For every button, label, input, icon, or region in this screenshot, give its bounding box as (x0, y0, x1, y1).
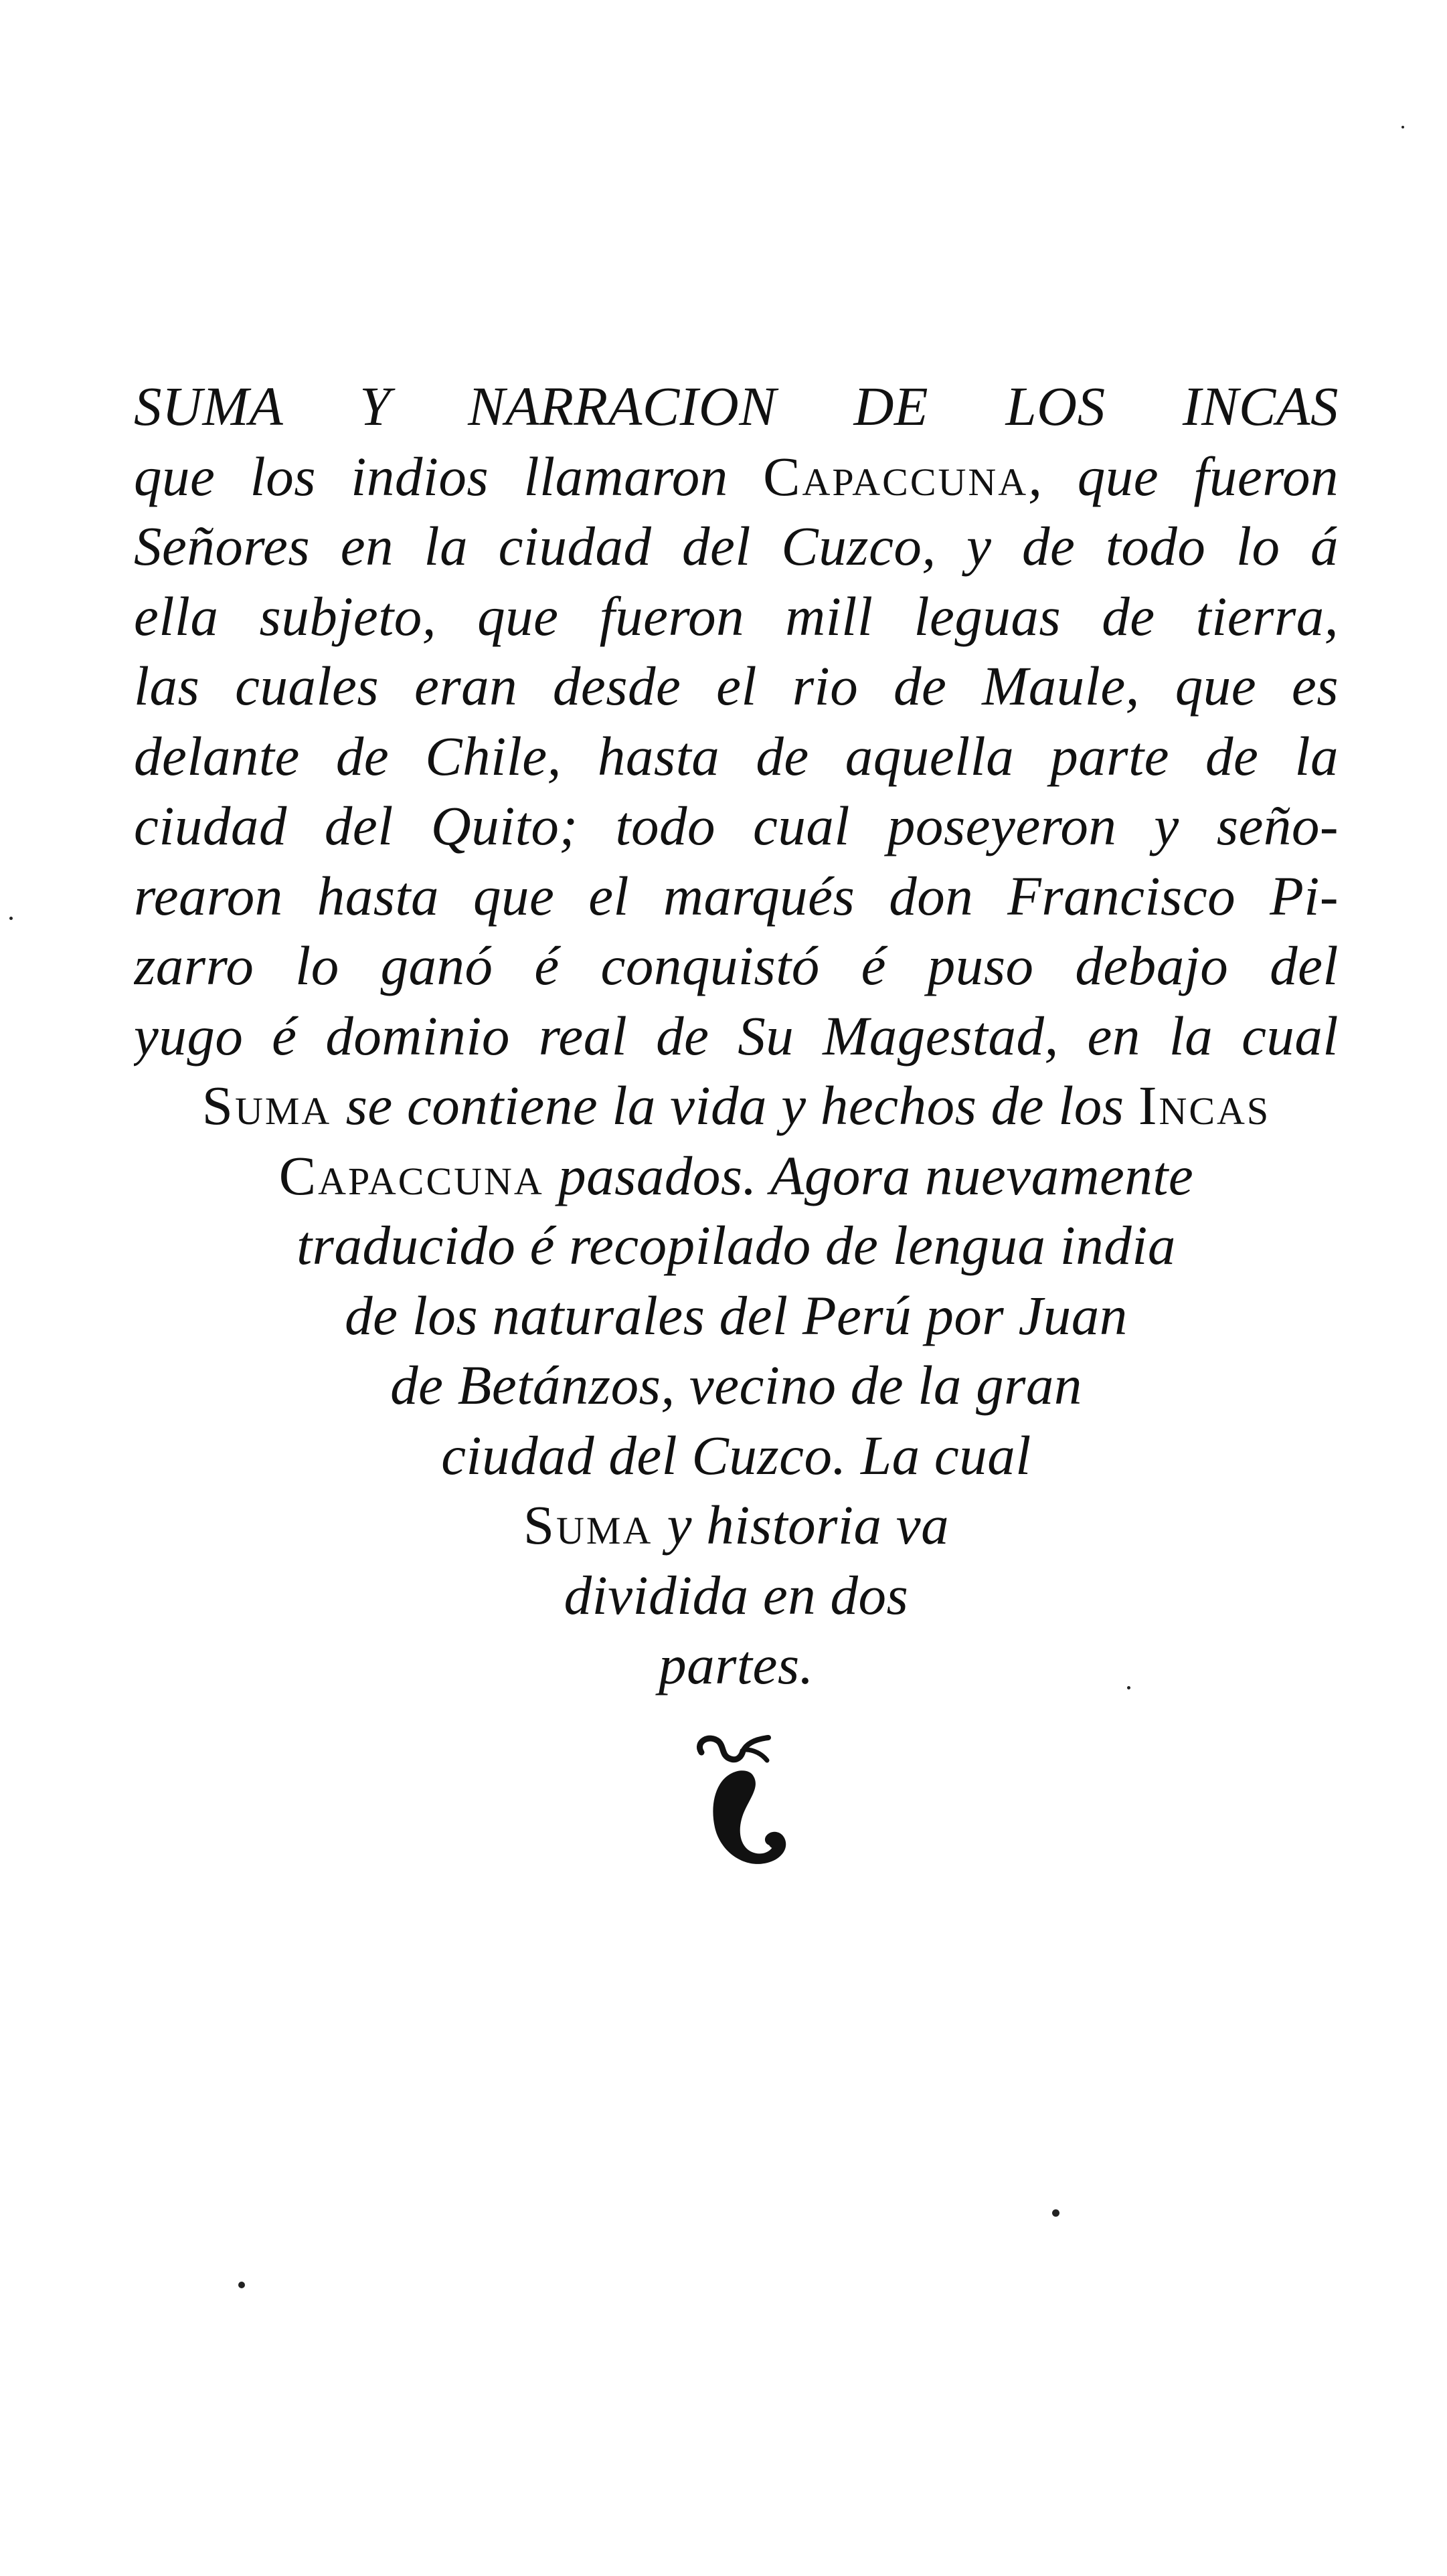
ink-speck (1401, 126, 1404, 128)
title-line-16: ciudad del Cuzco. La cual (441, 1424, 1031, 1486)
title-line-9: zarro lo ganó é conquistó é puso debajo del (134, 935, 1339, 996)
title-line-11: Suma se contiene la vida y hechos de los Incas (201, 1075, 1271, 1136)
title-line-8: rearon hasta que el marqués don Francisco Pi- (134, 864, 1339, 927)
title-line-19: partes. (659, 1634, 814, 1695)
title-line-14: de los naturales del Perú por Juan (345, 1284, 1128, 1346)
title-text-block (134, 371, 1339, 1700)
title-line-17: Suma y historia va (523, 1494, 950, 1556)
title-line-1: SUMA Y NARRACION DE LOS INCAS (134, 375, 1339, 437)
ink-speck (238, 2282, 245, 2288)
title-line-2: que los indios llamaron Capaccuna, que fueron (134, 445, 1339, 507)
title-line-4: ella subjeto, que fueron mill leguas de tierra, (134, 585, 1339, 647)
title-line-13: traducido é recopilado de lengua india (296, 1214, 1176, 1276)
ink-speck (9, 917, 13, 920)
fleuron-ornament-icon (689, 1730, 796, 1870)
title-line-15: de Betánzos, vecino de la gran (390, 1354, 1082, 1416)
title-line-18: dividida en dos (564, 1564, 909, 1626)
title-line-7: ciudad del Quito; todo cual poseyeron y seño- (134, 795, 1339, 856)
title-line-10: yugo é dominio real de Su Magestad, en la cual (134, 1004, 1339, 1067)
ink-speck (1052, 2209, 1059, 2217)
title-line-5: las cuales eran desde el rio de Maule, que es (134, 655, 1339, 717)
title-line-3: Señores en la ciudad del Cuzco, y de todo lo á (134, 515, 1339, 577)
title-line-6: delante de Chile, hasta de aquella parte de la (134, 725, 1339, 787)
title-line-12: Capaccuna pasados. Agora nuevamente (278, 1144, 1194, 1206)
ink-speck (1127, 1686, 1130, 1689)
